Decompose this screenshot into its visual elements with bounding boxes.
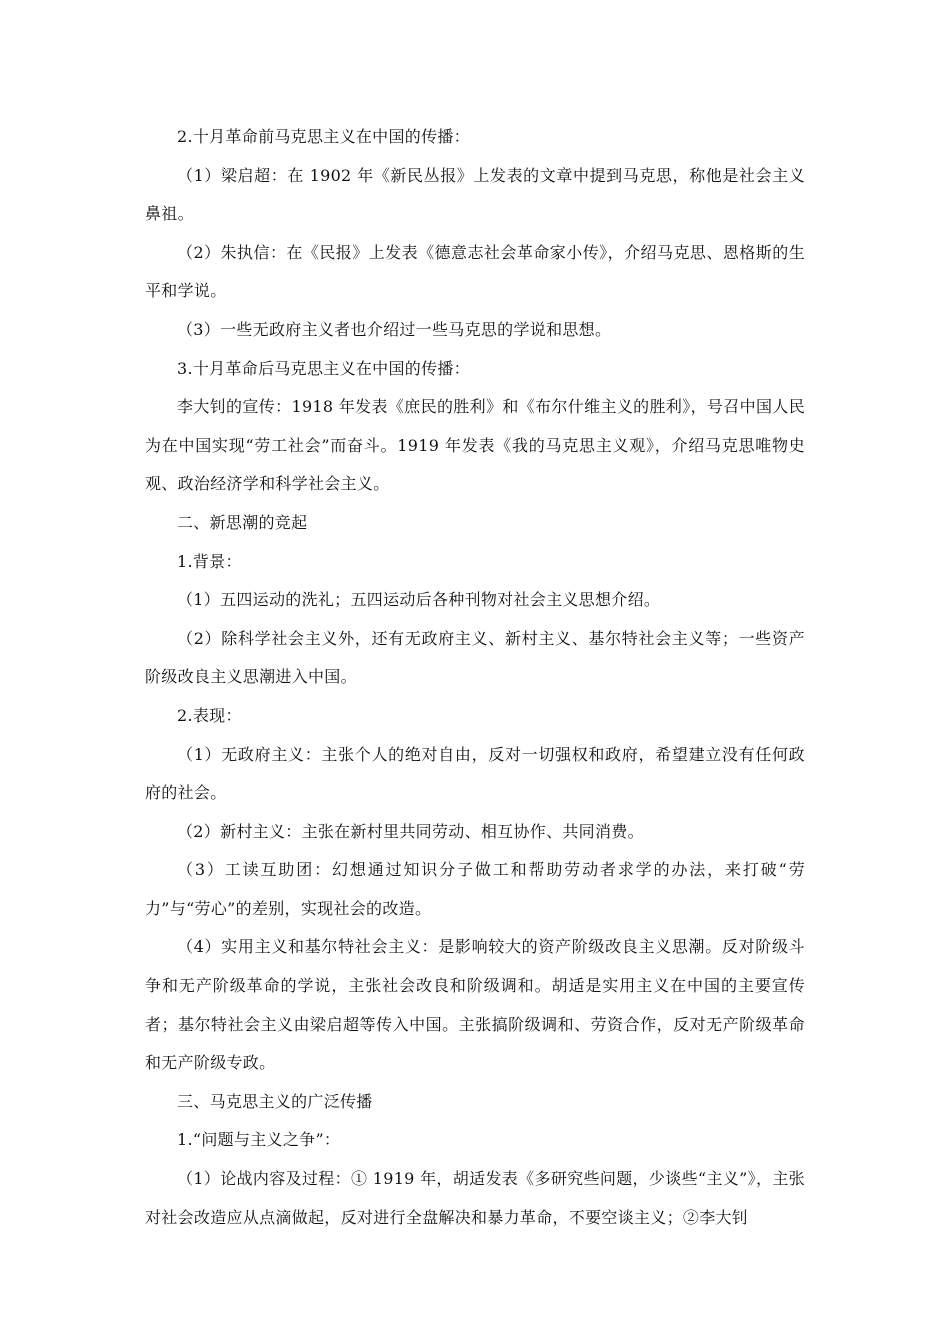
section-heading-marxism-spread: 三、马克思主义的广泛传播 [177,1091,373,1111]
subheading-manifestations: 2.表现： [177,705,242,725]
list-item-work-study: （3）工读互助团：幻想通过知识分子做工和帮助劳动者求学的办法，来打破“劳力”与“劳心”的差别，实现社会的改造。 [145,860,805,918]
heading-post-october: 3.十月革命后马克思主义在中国的传播： [177,358,470,378]
list-item-pragmatism: （4）实用主义和基尔特社会主义：是影响较大的资产阶级改良主义思潮。反对阶级斗争和无产阶级革命的学说，主张社会改良和阶级调和。胡适是实用主义在中国的主要宣传者；基尔特社会主义由梁启超等传入中国。主张搞阶级调和、劳资合作，反对无产阶级革命和无产阶级专政。 [145,937,805,1073]
subheading-background: 1.背景： [177,551,242,571]
list-item-anarchism: （1）无政府主义：主张个人的绝对自由，反对一切强权和政府，希望建立没有任何政府的社会。 [145,744,805,803]
list-item-other-isms: （2）除科学社会主义外，还有无政府主义、新村主义、基尔特社会主义等；一些资产阶级改良主义思潮进入中国。 [145,628,805,687]
list-item-may-fourth: （1）五四运动的洗礼；五四运动后各种刊物对社会主义思想介绍。 [177,590,661,610]
list-item-liang-qichao: （1）梁启超：在 1902 年《新民丛报》上发表的文章中提到马克思，称他是社会主义鼻祖。 [145,165,805,224]
list-item-anarchists: （3）一些无政府主义者也介绍过一些马克思的学说和思想。 [177,319,612,339]
document-body [145,118,805,1237]
heading-pre-october: 2.十月革命前马克思主义在中国的传播： [177,127,470,146]
list-item-debate: （1）论战内容及过程：① 1919 年，胡适发表《多研究些问题，少谈些“主义”》，主张对社会改造应从点滴做起，反对进行全盘解决和暴力革命，不要空谈主义；②李大钊 [145,1169,805,1227]
paragraph-li-dazhao: 李大钊的宣传：1918 年发表《庶民的胜利》和《布尔什维主义的胜利》，号召中国人民为在中国实现“劳工社会”而奋斗。1919 年发表《我的马克思主义观》，介绍马克思唯物史观、政治经济学和科学社会主义。 [145,397,805,494]
list-item-new-village: （2）新村主义：主张在新村里共同劳动、相互协作、共同消费。 [177,821,644,841]
section-heading-new-trends: 二、新思潮的竞起 [177,512,308,532]
list-item-zhu-zhixin: （2）朱执信：在《民报》上发表《德意志社会革命家小传》，介绍马克思、恩格斯的生平和学说。 [145,242,805,301]
subheading-problems-isms: 1.“问题与主义之争”： [177,1130,341,1150]
